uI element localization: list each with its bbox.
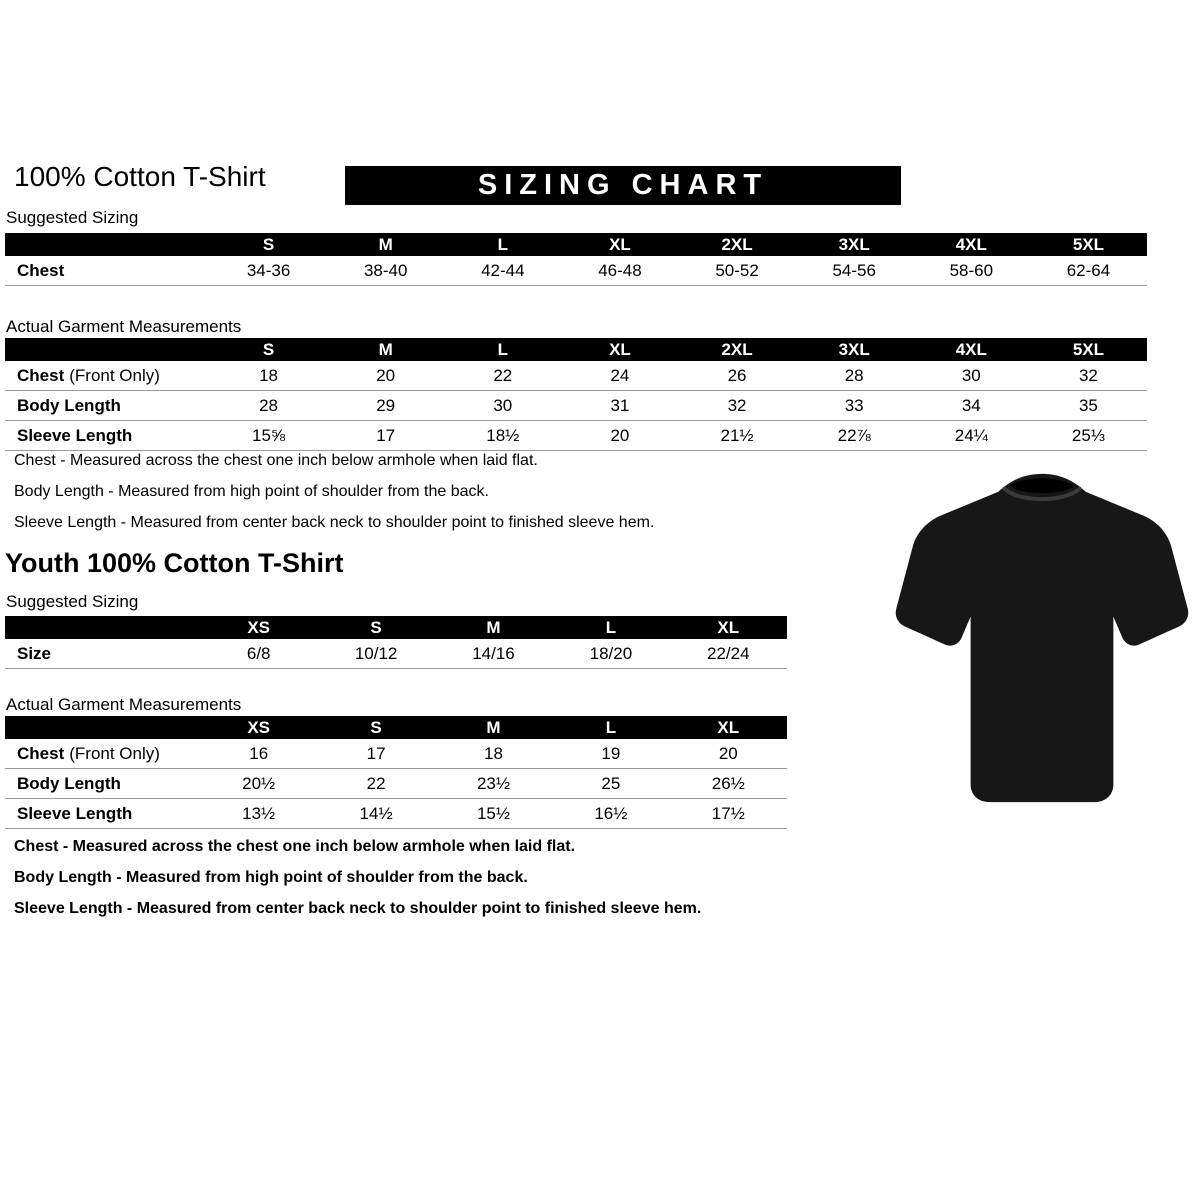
header-cell: XL <box>609 340 631 359</box>
row-label-main: Chest <box>17 365 65 385</box>
value-cell: 42-44 <box>481 260 525 280</box>
youth-suggested-label: Suggested Sizing <box>6 592 139 611</box>
value-cell: 18 <box>484 743 503 763</box>
row-label <box>5 744 200 764</box>
header-cell: 4XL <box>955 235 987 254</box>
value-cell: 22 <box>366 773 386 793</box>
value-cell: 35 <box>1078 395 1098 415</box>
tshirt-image <box>893 462 1191 814</box>
row-label-suffix: (Front Only) <box>69 743 160 763</box>
row-label-main: Body Length <box>17 395 121 415</box>
header-cell: 3XL <box>838 235 870 254</box>
value-cell: 14½ <box>359 803 393 823</box>
header-cell: XL <box>717 618 740 637</box>
note-body-length: Body Length - Measured from high point of shoulder from the back. <box>14 483 489 500</box>
value-cell: 34 <box>961 395 981 415</box>
header-cell: L <box>497 235 508 254</box>
header-cell: 3XL <box>838 340 870 359</box>
value-cell: 24¼ <box>954 425 988 445</box>
table-row-chest-front-only <box>5 739 787 769</box>
youth-section-title: Youth 100% Cotton T-Shirt <box>5 548 344 578</box>
row-label-main: Sleeve Length <box>17 425 133 445</box>
table-header-row <box>5 616 787 639</box>
value-cell: 17 <box>366 743 386 763</box>
value-cell: 26 <box>727 365 747 385</box>
table-header-row <box>5 338 1147 361</box>
adult-measurement-notes <box>14 452 654 545</box>
header-cell: XS <box>247 718 271 737</box>
youth-measurement-notes <box>14 838 701 931</box>
row-label <box>5 644 200 664</box>
header-cell: 5XL <box>1072 235 1105 254</box>
row-label <box>5 426 210 446</box>
value-cell: 19 <box>601 743 621 763</box>
note-chest: Chest - Measured across the chest one inch below armhole when laid flat. <box>14 452 538 469</box>
value-cell: 10/12 <box>354 643 398 663</box>
value-cell: 6/8 <box>246 643 271 663</box>
header-cell: XL <box>609 235 631 254</box>
header-cell: M <box>486 618 501 637</box>
table-row-chest-front-only <box>5 361 1147 391</box>
youth-suggested-table <box>5 616 787 669</box>
table-row-body-length <box>5 391 1147 421</box>
value-cell: 15⅝ <box>252 425 286 445</box>
value-cell: 32 <box>727 395 747 415</box>
value-cell: 31 <box>610 395 630 415</box>
table-row-chest <box>5 256 1147 286</box>
value-cell: 50-52 <box>715 260 759 280</box>
sizing-chart-banner <box>345 166 901 205</box>
youth-actual-label: Actual Garment Measurements <box>6 695 242 714</box>
value-cell: 38-40 <box>363 260 408 280</box>
value-cell: 17½ <box>711 803 745 823</box>
header-cell: 2XL <box>721 235 753 254</box>
banner-label: SIZING CHART <box>477 169 769 201</box>
value-cell: 16 <box>249 743 269 763</box>
value-cell: 29 <box>376 395 396 415</box>
value-cell: 18½ <box>486 425 520 445</box>
row-label-main: Chest <box>17 743 65 763</box>
note-sleeve-length: Sleeve Length - Measured from center back neck to shoulder point to finished sleeve hem. <box>14 514 655 531</box>
value-cell: 34-36 <box>246 260 291 280</box>
value-cell: 20 <box>376 365 396 385</box>
row-label-main: Chest <box>17 260 65 280</box>
header-cell: S <box>262 340 275 359</box>
row-label <box>5 774 200 794</box>
value-cell: 26½ <box>711 773 745 793</box>
value-cell: 58-60 <box>949 260 994 280</box>
value-cell: 46-48 <box>598 260 642 280</box>
header-cell: L <box>605 618 617 637</box>
adult-actual-table <box>5 338 1147 451</box>
value-cell: 17 <box>376 425 396 445</box>
tshirt-icon <box>893 462 1191 814</box>
header-cell: S <box>370 718 382 737</box>
table-header-row <box>5 233 1147 256</box>
value-cell: 20½ <box>242 773 276 793</box>
header-cell: S <box>370 618 382 637</box>
adult-suggested-label: Suggested Sizing <box>6 208 139 227</box>
table-row-body-length <box>5 769 787 799</box>
value-cell: 32 <box>1078 365 1098 385</box>
value-cell: 22 <box>493 365 513 385</box>
value-cell: 20 <box>718 743 738 763</box>
value-cell: 23½ <box>476 773 511 793</box>
value-cell: 18/20 <box>589 643 633 663</box>
header-cell: XL <box>717 718 740 737</box>
value-cell: 25⅓ <box>1071 425 1105 445</box>
header-cell: 2XL <box>721 340 753 359</box>
value-cell: 24 <box>610 365 630 385</box>
value-cell: 21½ <box>720 425 754 445</box>
header-cell: M <box>486 718 501 737</box>
value-cell: 28 <box>259 395 279 415</box>
value-cell: 20 <box>610 425 630 445</box>
value-cell: 30 <box>961 365 981 385</box>
value-cell: 33 <box>844 395 864 415</box>
table-row-sleeve-length <box>5 421 1147 451</box>
header-cell: M <box>378 235 393 254</box>
value-cell: 14/16 <box>472 643 515 663</box>
value-cell: 22/24 <box>707 643 750 663</box>
header-cell: L <box>605 718 617 737</box>
note-sleeve-length: Sleeve Length - Measured from center back neck to shoulder point to finished sleeve hem. <box>14 900 702 917</box>
header-cell: M <box>378 340 393 359</box>
value-cell: 15½ <box>476 803 511 823</box>
header-cell: XS <box>247 618 271 637</box>
youth-actual-table <box>5 716 787 829</box>
row-label <box>5 804 200 824</box>
value-cell: 62-64 <box>1066 260 1111 280</box>
row-label <box>5 366 210 386</box>
adult-suggested-table <box>5 233 1147 286</box>
row-label-main: Sleeve Length <box>17 803 133 823</box>
note-chest: Chest - Measured across the chest one inch below armhole when laid flat. <box>14 838 576 855</box>
value-cell: 54-56 <box>832 260 876 280</box>
row-label-suffix: (Front Only) <box>69 365 160 385</box>
adult-section-title: 100% Cotton T-Shirt <box>14 161 266 192</box>
adult-actual-label: Actual Garment Measurements <box>6 317 242 336</box>
note-body-length: Body Length - Measured from high point of shoulder from the back. <box>14 869 528 886</box>
value-cell: 13½ <box>242 803 276 823</box>
table-header-row <box>5 716 787 739</box>
value-cell: 22⅞ <box>837 425 871 445</box>
table-row-size <box>5 639 787 669</box>
value-cell: 16½ <box>594 803 628 823</box>
table-row-sleeve-length <box>5 799 787 829</box>
value-cell: 28 <box>844 365 864 385</box>
header-cell: L <box>497 340 508 359</box>
value-cell: 30 <box>493 395 513 415</box>
row-label-main: Size <box>17 643 52 663</box>
header-cell: 5XL <box>1072 340 1105 359</box>
header-cell: 4XL <box>955 340 987 359</box>
value-cell: 18 <box>259 365 279 385</box>
row-label-main: Body Length <box>17 773 121 793</box>
header-cell: S <box>262 235 275 254</box>
value-cell: 25 <box>601 773 621 793</box>
row-label <box>5 261 210 281</box>
row-label <box>5 396 210 416</box>
